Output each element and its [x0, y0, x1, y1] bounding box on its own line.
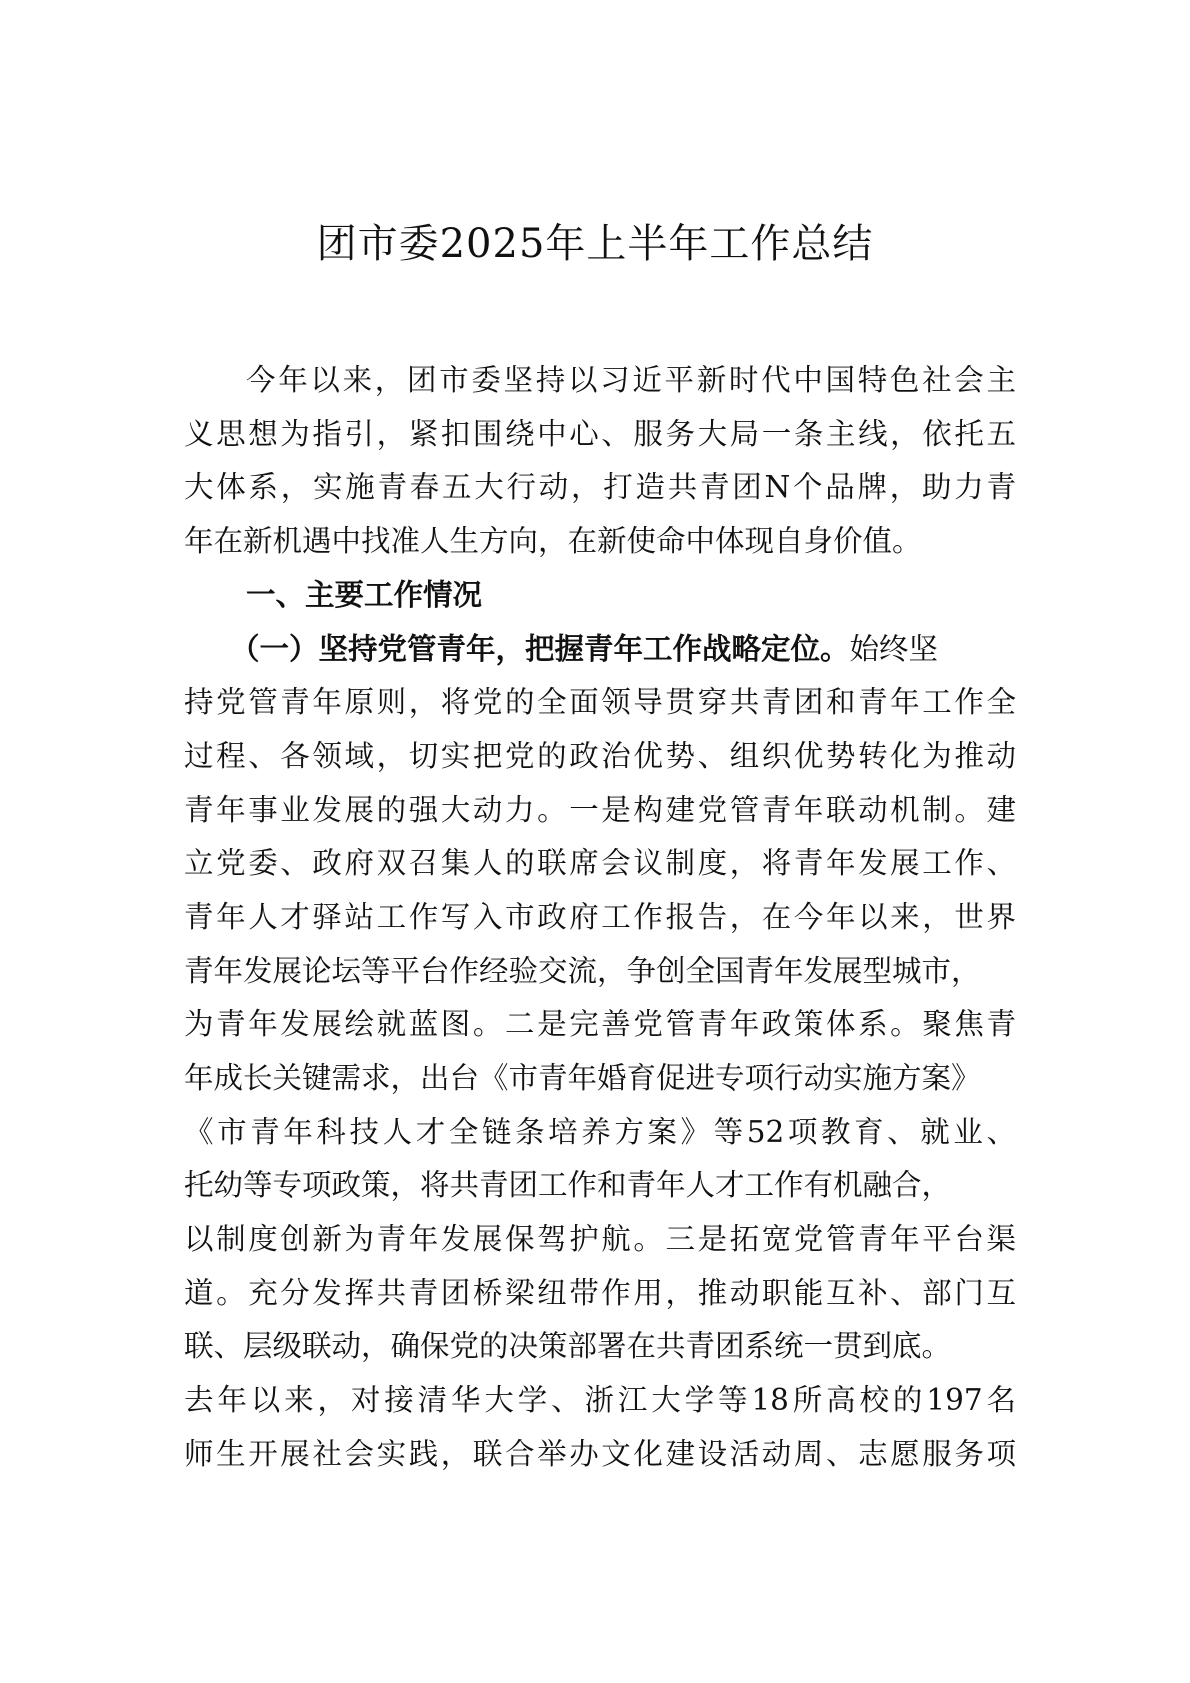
paragraph-line: 联、层级联动，确保党的决策部署在共青团系统一贯到底。 [184, 1329, 952, 1364]
paragraph-line: 立党委、政府双召集人的联席会议制度，将青年发展工作、 [184, 846, 1016, 881]
paragraph-line: 托幼等专项政策，将共青团工作和青年人才工作有机融合， [184, 1168, 952, 1203]
section-heading: 一、主要工作情况 [246, 577, 483, 612]
intro-line: 年在新机遇中找准人生方向，在新使命中体现自身价值。 [184, 524, 922, 559]
subsection-first-line-rest: 始终坚 [849, 632, 939, 667]
subsection-first-line [184, 622, 1016, 676]
paragraph-line: 年成长关键需求，出台《市青年婚育促进专项行动实施方案》 [184, 1060, 981, 1095]
paragraph-line: 持党管青年原则，将党的全面领导贯穿共青团和青年工作全 [184, 685, 1016, 720]
paragraph-line: 道。充分发挥共青团桥梁纽带作用，推动职能互补、部门互 [184, 1275, 1016, 1310]
paragraph-line: 青年人才驿站工作写入市政府工作报告，在今年以来，世界 [184, 899, 1016, 934]
intro-line: 今年以来，团市委坚持以习近平新时代中国特色社会主 [246, 363, 1016, 397]
paragraph-line: 师生开展社会实践，联合举办文化建设活动周、志愿服务项 [184, 1436, 1016, 1471]
document-body [184, 354, 1016, 1481]
paragraph-line: 青年事业发展的强大动力。一是构建党管青年联动机制。建 [184, 792, 1016, 827]
paragraph-line: 去年以来，对接清华大学、浙江大学等18所高校的197名 [184, 1383, 1016, 1418]
paragraph-line: 为青年发展绘就蓝图。二是完善党管青年政策体系。聚焦青 [184, 1007, 1016, 1042]
intro-line: 义思想为指引，紧扣围绕中心、服务大局一条主线，依托五 [184, 416, 1016, 451]
paragraph-line: 《市青年科技人才全链条培养方案》等52项教育、就业、 [184, 1114, 1016, 1149]
paragraph-line: 青年发展论坛等平台作经验交流，争创全国青年发展型城市， [184, 953, 981, 988]
document-title: 团市委2025年上半年工作总结 [316, 221, 874, 267]
paragraph-line: 以制度创新为青年发展保驾护航。三是拓宽党管青年平台渠 [184, 1222, 1016, 1256]
paragraph-line: 过程、各领域，切实把党的政治优势、组织优势转化为推动 [184, 738, 1016, 773]
subsection-heading: （一）坚持党管青年，把握青年工作战略定位。 [230, 631, 850, 667]
intro-line: 大体系，实施青春五大行动，打造共青团N个品牌，助力青 [184, 470, 1016, 505]
